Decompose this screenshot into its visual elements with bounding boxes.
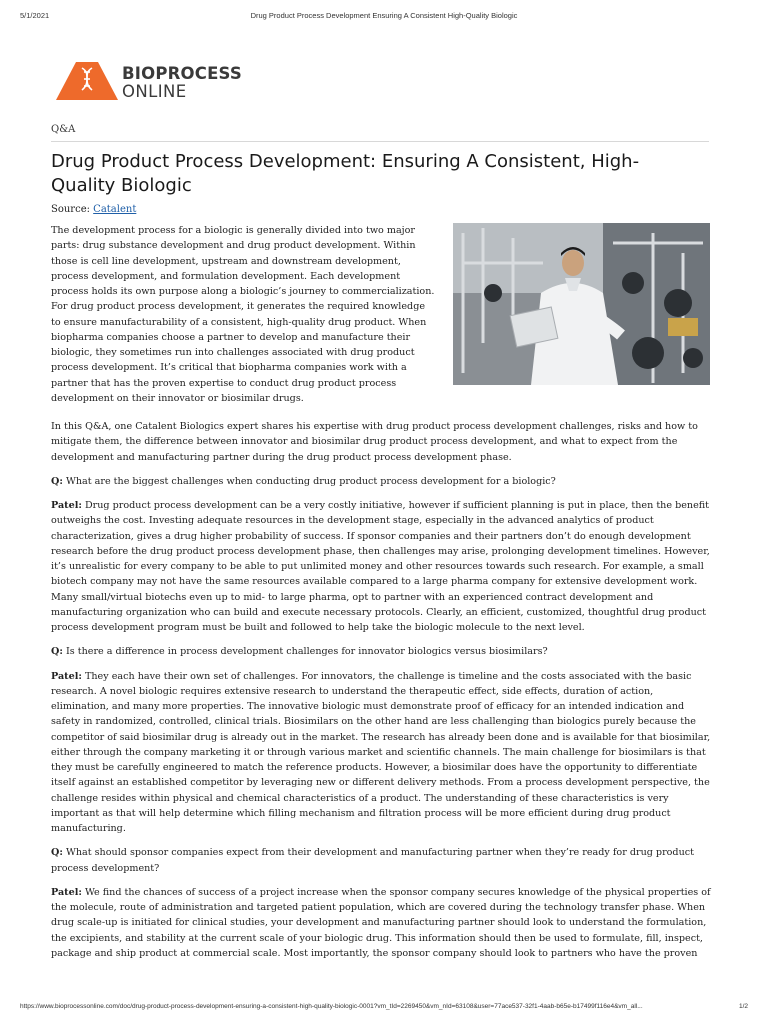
question-label: Q: bbox=[51, 646, 63, 658]
question-label: Q: bbox=[51, 475, 63, 487]
answer-text: We find the chances of success of a project increase when the sponsor company secures knowledge of the physical properties of the molecule, route of administration and targeted patient population, which are covered during the technology transfer phase. When drug scale-up is initiated for clinical studies, your development and manufacturing partner should look to understand the formulation, the excipients, and stability at the current scale of your biologic drug. This information should then be used to formulate, fill, inspect, package and ship product at commercial scale. Most importantly, the sponsor company should look to partners who have the proven bbox=[51, 886, 711, 959]
answer-2 bbox=[51, 669, 711, 837]
answer-text: They each have their own set of challenges. For innovators, the challenge is timeline and the costs associated with the basic research. A novel biologic requires extensive research to understand the therapeutic effect, side effects, duration of action, elimination, and many more properties. The innovative biologic must demonstrate proof of efficacy for an intended indication and safety in randomized, controlled, clinical trials. Biosimilars on the other hand are less challenging than biologics purely because the competitor of said biosimilar drug is already out in the market. The research has already been done and is available for that biosimilar, either through the company marketing it or through various market and scientific channels. The main challenge for biosimilars is that they must be carefully engineered to match the reference products. However, a biosimilar does have the opportunity to differentiate itself against an established competitor by leveraging new or different delivery methods. From a process development perspective, the challenge resides within physical and chemical characteristics of a product. The understanding of these characteristics is very important as that will help determine which filling mechanism and filtration process will be more efficient during drug product manufacturing. bbox=[51, 670, 711, 834]
source-link[interactable]: Catalent bbox=[93, 204, 137, 215]
answer-label: Patel: bbox=[51, 500, 82, 511]
question-3 bbox=[51, 845, 711, 876]
source-label: Source: bbox=[51, 204, 90, 215]
scientist-in-lab-photo bbox=[453, 223, 710, 385]
answer-3 bbox=[51, 885, 711, 961]
question-text: Is there a difference in process development challenges for innovator biologics versus biosimilars? bbox=[65, 646, 548, 658]
print-footer bbox=[20, 1003, 748, 1015]
article-body bbox=[51, 419, 711, 970]
dna-hexagon-logo-icon bbox=[56, 60, 118, 102]
article-title: Drug Product Process Development: Ensuring A Consistent, High-Quality Biologic bbox=[51, 151, 640, 196]
brand-line-1: BIOPROCESS bbox=[122, 64, 242, 83]
question-1 bbox=[51, 474, 711, 489]
source-line bbox=[51, 204, 136, 215]
section-label[interactable]: Q&A bbox=[51, 124, 76, 135]
question-text: What should sponsor companies expect from their development and manufacturing partner when they’re ready for drug product process development? bbox=[51, 847, 694, 874]
print-doc-title: Drug Product Process Development Ensuring A Consistent High-Quality Biologic bbox=[250, 11, 518, 20]
bioprocess-online-logo[interactable] bbox=[56, 60, 256, 104]
print-url[interactable]: https://www.bioprocessonline.com/doc/drug-product-process-development-ensuring-a-consistent-high-quality-biologic-0001?vm_tId=2269450&vm_nId=63108&user=77ace537-32f1-4aab-b65e-b17499f116e4&vm_all... bbox=[20, 1003, 643, 1010]
answer-label: Patel: bbox=[51, 886, 82, 898]
intro-paragraph: The development process for a biologic is generally divided into two major parts: drug substance development and drug product development. Within those is cell line development, upstream and downstream development, process development, and formulation development. Each development process holds its own purpose along a biologic’s journey to commercialization. For drug product process development, it generates the required knowledge to ensure manufacturability of a consistent, high-quality drug product. When biopharma companies choose a partner to develop and manufacture their biologic, they sometimes run into challenges associated with drug product process development. It’s critical that biopharma companies work with a partner that has the proven expertise to conduct drug product process development on their innovator or biosimilar drugs. bbox=[51, 225, 435, 404]
question-2 bbox=[51, 644, 711, 659]
question-label: Q: bbox=[51, 847, 63, 859]
question-text: What are the biggest challenges when conducting drug product process development for a biologic? bbox=[65, 475, 556, 487]
divider bbox=[51, 141, 709, 142]
answer-text: Drug product process development can be a very costly initiative, however if sufficient planning is put in place, then the benefit outweighs the cost. Investing adequate resources in the development stage, especially in the advanced analytics of product characterization, gives a drug higher probability of success. If sponsor companies and their partners don’t do enough development research before the drug product process development phase, then challenges may arise, prolonging development timelines. However, it’s unrealistic for every company to be able to put unlimited money and other resources towards such research. For example, a small biotech company may not have the same resources available compared to a large pharma company for extensive development work. Many small/virtual biotechs even up to mid- to large pharma, opt to partner with an experienced contract development and manufacturing organization who can build and execute necessary protocols. Clearly, an efficient, customized, thoughtful drug product process development program must be built and followed to help take the biologic molecule to the next level. bbox=[51, 500, 710, 633]
page-number: 1/2 bbox=[738, 1003, 748, 1010]
print-date: 5/1/2021 bbox=[20, 11, 50, 20]
brand-line-2: ONLINE bbox=[122, 82, 187, 101]
lead-paragraph: In this Q&A, one Catalent Biologics expert shares his expertise with drug product process development challenges, risks and how to mitigate them, the difference between innovator and biosimilar drug product process development, and what to expect from the development and manufacturing partner during the drug product process development phase. bbox=[51, 421, 698, 463]
answer-label: Patel: bbox=[51, 670, 82, 682]
print-header bbox=[20, 11, 748, 23]
answer-1 bbox=[51, 498, 711, 635]
